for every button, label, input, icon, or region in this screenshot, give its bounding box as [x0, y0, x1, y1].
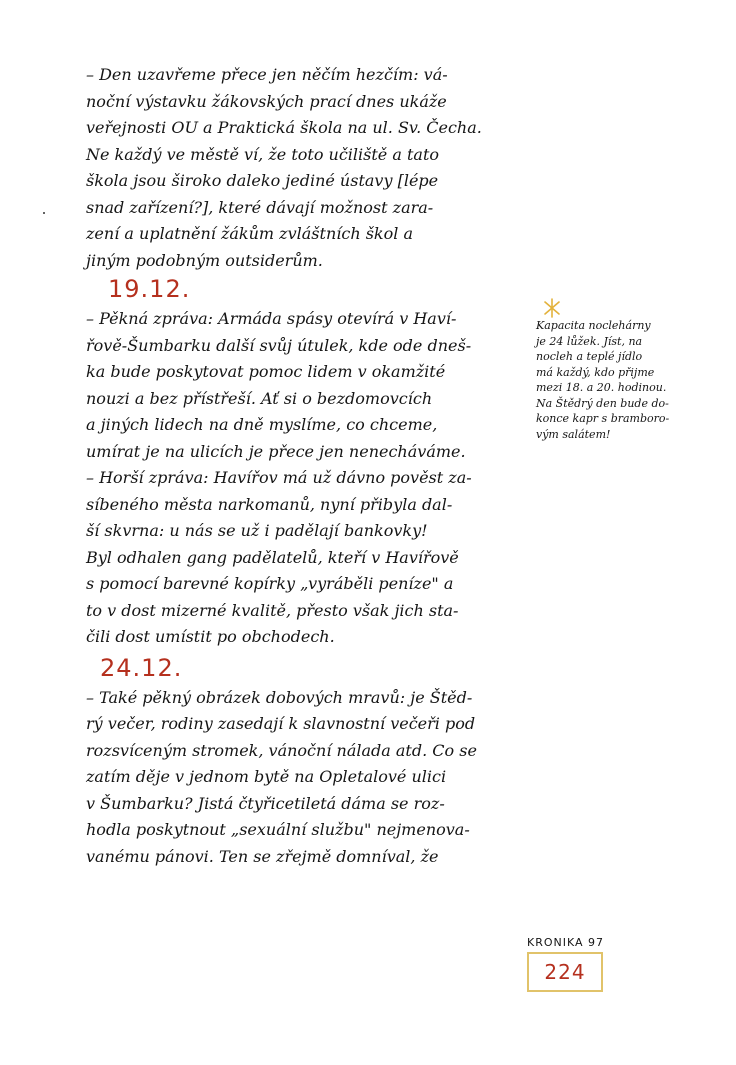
margin-note — [536, 298, 681, 442]
text-line: čili dost umístit po obchodech. — [86, 627, 335, 646]
note-line: mezi 18. a 20. hodinou. — [536, 381, 667, 394]
entry-24-12 — [86, 651, 526, 871]
main-text — [86, 62, 526, 870]
page-number: 224 — [544, 960, 586, 984]
asterisk-icon — [542, 298, 562, 318]
entry-19-12 — [86, 272, 526, 651]
note-line: Na Štědrý den bude do- — [536, 396, 669, 410]
text-line: to v dost mizerné kvalitě, přesto však jich sta- — [86, 600, 459, 620]
text-line: zení a uplatnění žákům zvláštních škol a — [86, 224, 413, 243]
text-line: nouzi a bez přístřeší. Ať si o bezdomovcích — [86, 388, 433, 408]
text-line: jiným podobným outsiderům. — [86, 250, 323, 270]
text-line: – Horší zpráva: Havířov má už dávno pověst za- — [86, 468, 472, 487]
text-line: vanému pánovi. Ten se zřejmě domníval, že — [86, 846, 439, 866]
text-line: rý večer, rodiny zasedají k slavnostní večeři pod — [86, 714, 476, 733]
text-line: v Šumbarku? Jistá čtyřicetiletá dáma se roz- — [86, 793, 445, 813]
text-line: noční výstavku žákovských prací dnes ukáže — [86, 91, 447, 111]
chronicle-label: KRONIKA 97 — [527, 936, 605, 949]
text-line: s pomocí barevné kopírky „vyráběli peníze" a — [86, 574, 454, 593]
note-line: je 24 lůžek. Jíst, na — [536, 334, 643, 348]
note-line: vým salátem! — [536, 427, 611, 441]
text-line: síbeného města narkomanů, nyní přibyla dal- — [86, 494, 453, 514]
text-line: – Také pěkný obrázek dobových mravů: je Štěd- — [86, 687, 473, 707]
note-line: konce kapr s bramboro- — [536, 412, 670, 425]
text-line: rozsvíceným stromek, vánoční nálada atd. Co se — [86, 740, 477, 760]
text-line: ší skvrna: u nás se už i padělají bankovky! — [86, 521, 428, 540]
text-line: – Den uzavřeme přece jen něčím hezčím: vá- — [86, 65, 448, 84]
note-line: Kapacita noclehárny — [536, 319, 651, 332]
text-line: snad zařízení?], které dávají možnost zara- — [86, 197, 434, 217]
text-line: – Pěkná zpráva: Armáda spásy otevírá v Haví- — [86, 309, 457, 328]
text-line: a jiných lidech na dně myslíme, co chceme, — [86, 415, 438, 434]
text-line: ka bude poskytovat pomoc lidem v okamžité — [86, 362, 446, 381]
entry-intro — [86, 62, 526, 274]
note-line: nocleh a teplé jídlo — [536, 350, 643, 363]
text-line: zatím děje v jednom bytě na Opletalové ulici — [86, 767, 447, 786]
page-number-box — [527, 952, 603, 992]
entry-date: 24.12. — [100, 653, 183, 682]
text-line: umírat je na ulicích je přece jen nenecháváme. — [86, 441, 466, 461]
entry-date: 19.12. — [108, 275, 191, 303]
text-line: Ne každý ve městě ví, že toto učiliště a tato — [86, 144, 440, 164]
text-line: řově-Šumbarku další svůj útulek, kde ode dneš- — [86, 335, 472, 355]
text-line: škola jsou široko daleko jediné ústavy [lépe — [86, 171, 439, 190]
text-line: Byl odhalen gang padělatelů, kteří v Havířově — [86, 547, 459, 567]
text-line: hodla poskytnout „sexuální službu" nejmenova- — [86, 820, 470, 839]
stray-dot — [43, 212, 45, 214]
note-line: má každý, kdo přijme — [536, 365, 655, 379]
text-line: veřejnosti OU a Praktická škola na ul. Sv. Čecha. — [86, 118, 482, 137]
